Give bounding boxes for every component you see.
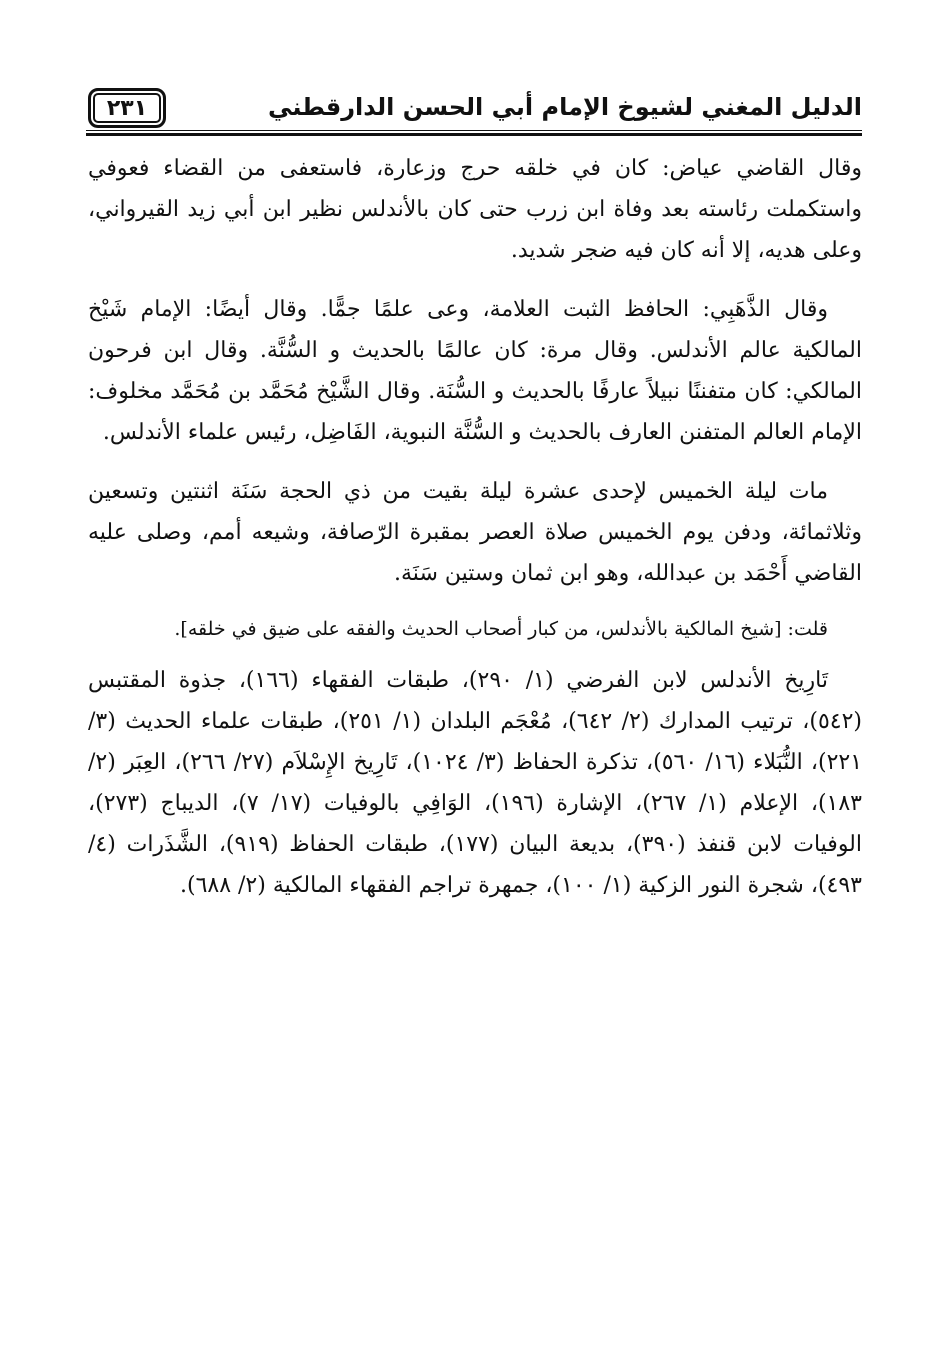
paragraph-dhahabi: وقال الذَّهَبِي: الحافظ الثبت العلامة، وعى علمًا جمًّا. وقال أيضًا: الإمام شَيْخ المالكية عالم الأندلس. وقال مرة: كان عالمًا بالحديث و السُّنَّة. وقال ابن فرحون المالكي: كان متفننًا نبيلاً عارفًا بالحديث و السُّنَة. وقال الشَّيْخ مُحَمَّد بن مُحَمَّد مخلوف: الإمام العالم المتفنن العارف بالحديث و السُّنَّة النبوية، الفَاضِل، رئيس علماء الأندلس. [88,297,862,445]
header-rule [86,133,862,136]
author-note: قلت: [شيخ المالكية بالأندلس، من كبار أصحاب الحديث والفقه على ضيق في خلقه]. [174,618,828,640]
page-header [86,84,862,136]
page-number: ٢٣١ [88,88,166,128]
running-title: الدليل المغني لشيوخ الإمام أبي الحسن الدارقطني [268,93,862,121]
paragraph-qadi-iyad: وقال القاضي عياض: كان في خلقه حرج وزعارة، فاستعفى من القضاء فعوفي واستكملت رئاسته بعد وفاة ابن زرب حتى كان بالأندلس نظير ابن أبي زيد القيرواني، وعلى هديه، إلا أنه كان فيه ضجر شديد. [88,156,862,263]
sources-list: تَارِيخ الأندلس لابن الفرضي (١/ ٢٩٠)، طبقات الفقهاء (١٦٦)، جذوة المقتبس (٥٤٢)، ترتيب المدارك (٢/ ٦٤٢)، مُعْجَم البلدان (١/ ٢٥١)، طبقات علماء الحديث (٣/ ٢٢١)، النُّبَلاء (١٦/ ٥٦٠)، تذكرة الحفاظ (٣/ ١٠٢٤)، تَارِيخ الإِسْلاَم (٢٧/ ٢٦٦)، العِبَر (٢/ ١٨٣)، الإعلام (١/ ٢٦٧)، الإشارة (١٩٦)، الوَافِي بالوفيات (١٧/ ٧)، الديباج (٢٧٣)، الوفيات لابن قنفذ (٣٩٠)، بديعة البيان (١٧٧)، طبقات الحفاظ (٩١٩)، الشَّذَرات (٤/ ٤٩٣)، شجرة النور الزكية (١/ ١٠٠)، جمهرة تراجم الفقهاء المالكية (٢/ ٦٨٨). [88,668,863,898]
page-body [88,148,862,924]
paragraph-death: مات ليلة الخميس لإحدى عشرة ليلة بقيت من ذي الحجة سَنَة اثنتين وتسعين وثلاثمائة، ودفن يوم الخميس صلاة العصر بمقبرة الرّصافة، وشيعه أمم، وصلى عليه القاضي أَحْمَد بن عبدالله، وهو ابن ثمان وستين سَنَة. [88,479,863,586]
header-rule-thin [86,130,862,131]
